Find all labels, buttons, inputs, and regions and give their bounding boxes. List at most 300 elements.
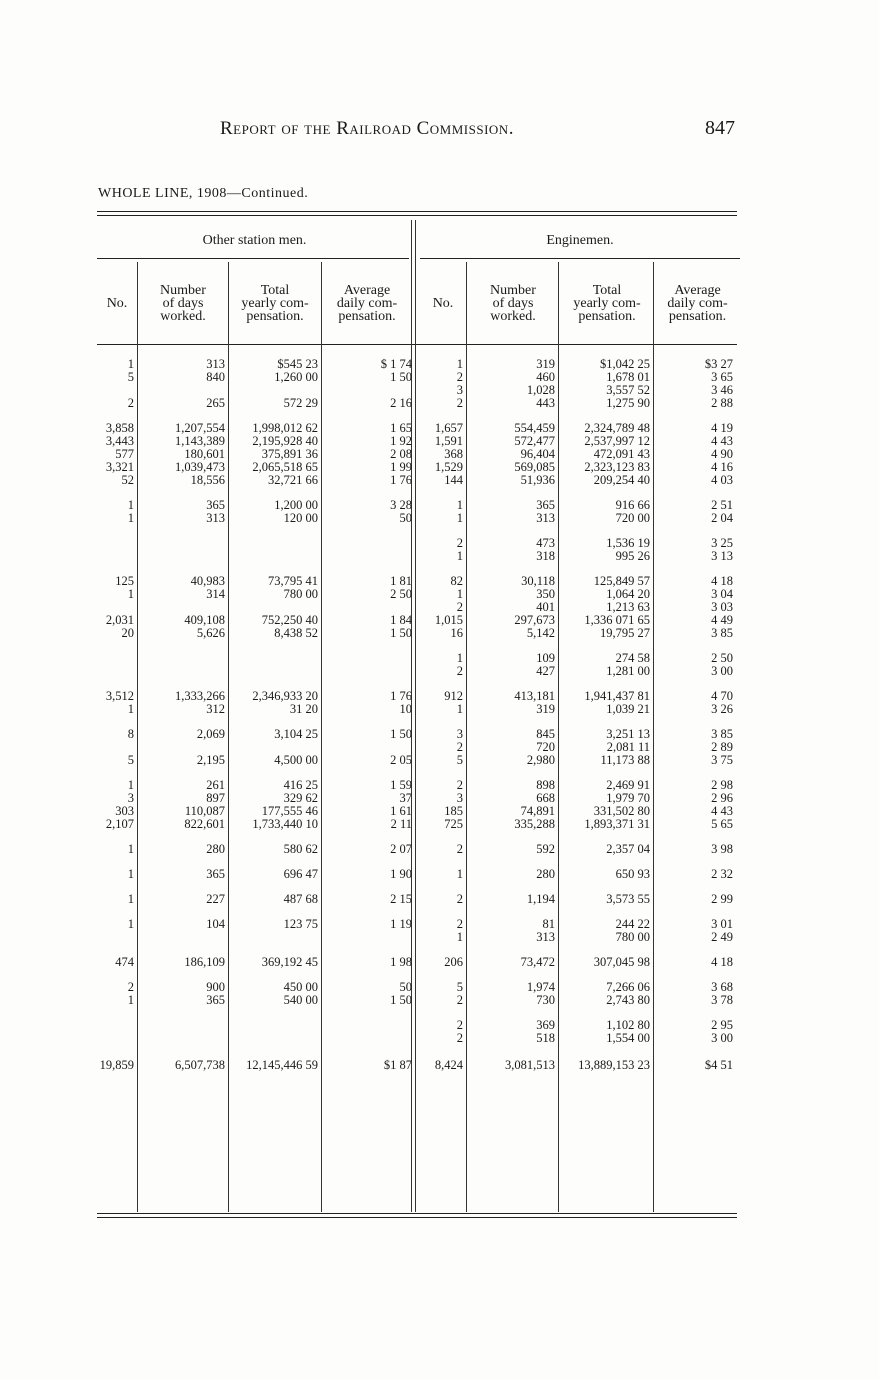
table-body — [97, 358, 737, 1072]
table-cell: 104 — [206, 917, 225, 931]
table-cell — [229, 550, 322, 563]
table-cell — [138, 931, 229, 944]
col-head-line: yearly com- — [573, 296, 641, 311]
table-cell: 3,557 52 — [606, 383, 650, 397]
table-cell: 1 59 — [390, 778, 412, 792]
table-cell: 2 05 — [390, 753, 412, 767]
table-cell: 2 07 — [390, 842, 412, 856]
table-cell — [97, 525, 138, 537]
page-header-title: Report of the Railroad Commission. — [220, 118, 514, 139]
col-head-line: worked. — [160, 309, 206, 324]
table-cell: 1,554 00 — [606, 1031, 650, 1045]
table-cell: 365 — [206, 993, 225, 1007]
table-cell: 416 25 — [283, 778, 318, 792]
table-cell — [654, 1045, 737, 1057]
table-cell: 474 — [115, 955, 134, 969]
table-cell: 577 — [115, 447, 134, 461]
table-cell: 518 — [536, 1031, 555, 1045]
table-row — [97, 754, 737, 767]
table-cell: 185 — [444, 804, 463, 818]
table-cell: 3 85 — [711, 727, 733, 741]
table-cell: 73,795 41 — [268, 574, 318, 588]
table-cell: 1,281 00 — [606, 664, 650, 678]
top-rule-2 — [97, 215, 737, 216]
table-cell: 307,045 98 — [593, 955, 650, 969]
table-cell: 1,275 90 — [606, 396, 650, 410]
table-cell: 2 88 — [711, 396, 733, 410]
table-cell: 16 — [450, 626, 463, 640]
table-cell: 1,143,389 — [175, 434, 225, 448]
table-cell: 313 — [206, 357, 225, 371]
table-cell: 443 — [536, 396, 555, 410]
table-cell: $4 51 — [704, 1058, 733, 1072]
table-cell — [467, 1045, 559, 1057]
table-cell: 1,678 01 — [606, 370, 650, 384]
col-head-line: Average — [674, 283, 721, 298]
table-cell: 369,192 45 — [261, 955, 318, 969]
table-cell: 487 68 — [283, 892, 318, 906]
table-cell: 580 62 — [283, 842, 318, 856]
table-cell: 2,069 — [196, 727, 225, 741]
col-head-line: Number — [490, 283, 536, 298]
table-cell: 1 99 — [390, 460, 412, 474]
table-row — [97, 397, 737, 410]
table-cell: 274 58 — [615, 651, 650, 665]
table-cell: 1,028 — [526, 383, 555, 397]
table-cell: 329 62 — [283, 791, 318, 805]
table-cell: 19,795 27 — [600, 626, 650, 640]
table-row — [97, 893, 737, 906]
table-cell: 1 65 — [390, 421, 412, 435]
group-header-other-station-men: Other station men. — [202, 233, 307, 248]
col-head-line: pensation. — [246, 309, 304, 324]
table-cell: 13,889,153 23 — [578, 1058, 650, 1072]
table-cell: 50 — [399, 511, 412, 525]
table-cell: 1,015 — [434, 613, 463, 627]
table-cell: 30,118 — [521, 574, 555, 588]
col-head-line: Number — [160, 283, 206, 298]
col-head-line: pensation. — [668, 309, 727, 324]
table-row — [97, 512, 737, 525]
table-cell — [322, 525, 416, 537]
table-cell: 3 00 — [711, 1031, 733, 1045]
table-cell: 4 90 — [711, 447, 733, 461]
table-cell: 2 — [456, 778, 463, 792]
table-cell — [138, 550, 229, 563]
table-cell: 900 — [206, 980, 225, 994]
table-cell: 450 00 — [283, 980, 318, 994]
table-cell: 313 — [206, 511, 225, 525]
table-cell: 209,254 40 — [593, 473, 650, 487]
table-cell: $3 27 — [704, 357, 733, 371]
table-cell: 4 18 — [711, 574, 733, 588]
table-cell: 572,477 — [514, 434, 555, 448]
table-cell: 261 — [206, 778, 225, 792]
table-cell: 1 — [127, 498, 134, 512]
table-cell: 1 90 — [390, 867, 412, 881]
table-cell: 4 49 — [711, 613, 733, 627]
table-cell: 280 — [206, 842, 225, 856]
table-row — [97, 550, 737, 563]
table-cell — [138, 1007, 229, 1019]
table-cell — [322, 665, 416, 678]
table-cell: 2 98 — [711, 778, 733, 792]
table-cell: 1 — [456, 511, 463, 525]
table-cell — [229, 931, 322, 944]
table-cell: 2 — [456, 664, 463, 678]
table-cell: 96,404 — [520, 447, 555, 461]
table-cell: 2 — [456, 892, 463, 906]
table-cell: 180,601 — [184, 447, 225, 461]
table-cell: 912 — [444, 689, 463, 703]
table-cell: 177,555 46 — [261, 804, 318, 818]
table-cell — [229, 1007, 322, 1019]
table-cell — [322, 640, 416, 652]
table-cell: 1 50 — [390, 993, 412, 1007]
table-cell: 822,601 — [184, 817, 225, 831]
table-cell: 1,591 — [434, 434, 463, 448]
table-cell — [97, 665, 138, 678]
table-cell: 331,502 80 — [593, 804, 650, 818]
table-cell: $1 87 — [383, 1058, 412, 1072]
table-cell — [322, 550, 416, 563]
table-cell: 18,556 — [190, 473, 225, 487]
table-cell — [138, 1045, 229, 1057]
table-cell: 375,891 36 — [261, 447, 318, 461]
table-cell: 2,537,997 12 — [584, 434, 650, 448]
table-cell — [322, 1019, 416, 1032]
table-cell — [229, 665, 322, 678]
table-cell: 2,195 — [196, 753, 225, 767]
table-cell: 780 00 — [615, 930, 650, 944]
table-cell: 427 — [536, 664, 555, 678]
col-head-line: of days — [492, 296, 534, 311]
table-row — [97, 1032, 737, 1045]
table-cell: 1,194 — [526, 892, 555, 906]
table-cell: 897 — [206, 791, 225, 805]
table-cell — [322, 652, 416, 665]
table-cell: 2 — [456, 370, 463, 384]
table-cell: 1 81 — [390, 574, 412, 588]
table-cell: 227 — [206, 892, 225, 906]
table-cell: 898 — [536, 778, 555, 792]
table-cell: 3 25 — [711, 536, 733, 550]
table-subtitle: WHOLE LINE, 1908—Continued. — [98, 186, 309, 201]
table-cell: 3 46 — [711, 383, 733, 397]
table-cell: 4 18 — [711, 955, 733, 969]
table-cell: 3 — [456, 383, 463, 397]
table-cell: 31 20 — [289, 702, 318, 716]
table-cell: 2,346,933 20 — [252, 689, 318, 703]
table-cell: 2 — [127, 980, 134, 994]
table-cell: 3,081,513 — [505, 1058, 555, 1072]
table-cell: 82 — [450, 574, 463, 588]
table-cell: 720 00 — [615, 511, 650, 525]
table-cell: 4 16 — [711, 460, 733, 474]
table-cell: 3 — [456, 727, 463, 741]
table-cell: 110,087 — [184, 804, 225, 818]
table-cell — [97, 1019, 138, 1032]
table-cell: 696 47 — [283, 867, 318, 881]
table-cell: 5 — [456, 753, 463, 767]
table-cell: 3 78 — [711, 993, 733, 1007]
table-cell: 1,941,437 81 — [584, 689, 650, 703]
table-cell: 319 — [536, 702, 555, 716]
col-head-line: of days — [162, 296, 204, 311]
table-cell: 2 — [456, 740, 463, 754]
table-cell: 3 28 — [390, 498, 412, 512]
table-cell: 1 50 — [390, 626, 412, 640]
table-cell: 3 — [456, 791, 463, 805]
table-cell: 3,443 — [105, 434, 134, 448]
table-cell: 303 — [115, 804, 134, 818]
table-cell: $1,042 25 — [600, 357, 650, 371]
table-cell: 2 08 — [390, 447, 412, 461]
table-cell: 1 76 — [390, 473, 412, 487]
table-cell: 1 — [127, 511, 134, 525]
table-cell: 10 — [399, 702, 412, 716]
table-cell: 280 — [536, 867, 555, 881]
table-cell: 2,195,928 40 — [252, 434, 318, 448]
table-cell — [97, 550, 138, 563]
table-cell: 2,469 91 — [606, 778, 650, 792]
table-cell — [416, 1045, 467, 1057]
table-cell: 2 32 — [711, 867, 733, 881]
table-cell: 1 50 — [390, 727, 412, 741]
table-cell: 1 — [127, 892, 134, 906]
table-cell — [229, 1019, 322, 1032]
bottom-rule-2 — [97, 1217, 737, 1218]
table-cell: 313 — [536, 511, 555, 525]
table-cell: 554,459 — [514, 421, 555, 435]
table-cell: 1,102 80 — [606, 1018, 650, 1032]
table-cell: 1 — [456, 867, 463, 881]
col-head-avg-right — [655, 284, 740, 323]
table-cell — [322, 1007, 416, 1019]
table-cell: 1 92 — [390, 434, 412, 448]
table-cell — [97, 1045, 138, 1057]
table-cell: 2,107 — [105, 817, 134, 831]
table-cell: 1,333,266 — [175, 689, 225, 703]
table-cell: 4 70 — [711, 689, 733, 703]
table-cell: 752,250 40 — [261, 613, 318, 627]
table-row — [97, 474, 737, 487]
table-cell: 473 — [536, 536, 555, 550]
table-row — [97, 956, 737, 969]
table-cell: 2 50 — [711, 651, 733, 665]
total-row — [97, 1057, 737, 1072]
table-row — [97, 931, 737, 944]
col-head-avg-left — [322, 284, 412, 323]
table-cell: 2,323,123 83 — [584, 460, 650, 474]
table-cell: 995 26 — [615, 549, 650, 563]
table-cell: 1 98 — [390, 955, 412, 969]
table-cell: 2,980 — [526, 753, 555, 767]
table-cell: 3,573 55 — [606, 892, 650, 906]
table-cell — [138, 1032, 229, 1045]
table-cell: 1 — [127, 702, 134, 716]
table-cell: 2 51 — [711, 498, 733, 512]
table-cell: 3 26 — [711, 702, 733, 716]
table-cell: 7,266 06 — [606, 980, 650, 994]
table-cell — [138, 537, 229, 550]
table-cell: 1,893,371 31 — [584, 817, 650, 831]
table-cell: 50 — [399, 980, 412, 994]
table-cell: 3,321 — [105, 460, 134, 474]
table-cell: 123 75 — [283, 917, 318, 931]
col-head-days-right — [468, 284, 558, 323]
table-row — [97, 703, 737, 716]
table-cell: 1 84 — [390, 613, 412, 627]
table-cell: 4 19 — [711, 421, 733, 435]
table-cell: 5 65 — [711, 817, 733, 831]
table-cell: 144 — [444, 473, 463, 487]
table-cell: 3 00 — [711, 664, 733, 678]
col-head-line: pensation. — [578, 309, 636, 324]
table-cell — [138, 640, 229, 652]
data-table — [97, 358, 737, 1072]
table-cell: 3 98 — [711, 842, 733, 856]
col-head-days-left — [138, 284, 228, 323]
table-cell: 350 — [536, 587, 555, 601]
table-cell — [229, 537, 322, 550]
table-cell: 365 — [206, 498, 225, 512]
table-cell: 312 — [206, 702, 225, 716]
table-cell: 12,145,446 59 — [246, 1058, 318, 1072]
col-head-no-right: No. — [432, 296, 454, 311]
table-cell: 2 49 — [711, 930, 733, 944]
table-cell: 3,251 13 — [606, 727, 650, 741]
table-cell: 3 04 — [711, 587, 733, 601]
col-head-line: worked. — [490, 309, 536, 324]
table-cell: 5 — [127, 753, 134, 767]
table-cell: 730 — [536, 993, 555, 1007]
group-rule-right — [420, 258, 740, 259]
table-cell: 2,031 — [105, 613, 134, 627]
table-cell: 2 16 — [390, 396, 412, 410]
table-cell: 313 — [536, 930, 555, 944]
table-cell: 3 — [127, 791, 134, 805]
table-cell: 572 29 — [283, 396, 318, 410]
table-cell: 569,085 — [514, 460, 555, 474]
table-cell: 51,936 — [520, 473, 555, 487]
table-cell: 2 — [456, 917, 463, 931]
table-cell: 4 43 — [711, 434, 733, 448]
table-cell — [322, 537, 416, 550]
group-header-enginemen: Enginemen. — [546, 233, 614, 248]
table-cell: 314 — [206, 587, 225, 601]
table-row — [97, 843, 737, 856]
top-rule — [97, 211, 737, 212]
page-number: 847 — [705, 117, 735, 139]
table-cell: 1,039,473 — [175, 460, 225, 474]
table-cell — [138, 1019, 229, 1032]
table-cell — [97, 1032, 138, 1045]
table-cell: 1,733,440 10 — [252, 817, 318, 831]
table-cell — [97, 1007, 138, 1019]
table-cell: 335,288 — [514, 817, 555, 831]
table-row — [97, 627, 737, 640]
table-cell — [229, 1032, 322, 1045]
table-cell: 2 89 — [711, 740, 733, 754]
table-cell: 40,983 — [190, 574, 225, 588]
table-cell: 20 — [121, 626, 134, 640]
table-cell: 1,039 21 — [606, 702, 650, 716]
col-head-total-right — [560, 284, 654, 323]
table-cell — [229, 1045, 322, 1057]
table-cell: 37 — [399, 791, 412, 805]
table-cell: 1 — [127, 357, 134, 371]
table-cell: 668 — [536, 791, 555, 805]
table-cell: 1,260 00 — [274, 370, 318, 384]
table-cell: 265 — [206, 396, 225, 410]
table-cell: 2,743 80 — [606, 993, 650, 1007]
table-cell: 1,207,554 — [175, 421, 225, 435]
table-cell — [229, 652, 322, 665]
table-cell: 409,108 — [184, 613, 225, 627]
table-cell — [138, 665, 229, 678]
table-cell: 1,974 — [526, 980, 555, 994]
table-cell: 3 03 — [711, 600, 733, 614]
table-cell: 1 — [456, 587, 463, 601]
table-cell: 2,065,518 65 — [252, 460, 318, 474]
table-cell: 3,104 25 — [274, 727, 318, 741]
table-cell: 365 — [536, 498, 555, 512]
table-cell: 2 04 — [711, 511, 733, 525]
table-cell: 2 — [456, 396, 463, 410]
table-cell: 1 — [127, 587, 134, 601]
table-row — [97, 818, 737, 831]
table-cell: 1 — [456, 549, 463, 563]
table-cell: 297,673 — [514, 613, 555, 627]
table-cell: 1,998,012 62 — [252, 421, 318, 435]
table-cell: 3 68 — [711, 980, 733, 994]
table-cell — [229, 525, 322, 537]
table-cell: 2 — [127, 396, 134, 410]
table-cell: 8,424 — [434, 1058, 463, 1072]
table-cell: 3 75 — [711, 753, 733, 767]
table-cell: 2,081 11 — [606, 740, 650, 754]
table-cell: 2,357 04 — [606, 842, 650, 856]
table-cell: 1 — [456, 357, 463, 371]
table-cell: 540 00 — [283, 993, 318, 1007]
table-cell — [97, 537, 138, 550]
table-cell: 1 50 — [390, 370, 412, 384]
table-cell: 368 — [444, 447, 463, 461]
table-cell — [322, 931, 416, 944]
table-cell: 319 — [536, 357, 555, 371]
table-cell: 369 — [536, 1018, 555, 1032]
table-cell: 1 61 — [390, 804, 412, 818]
table-cell: 3 13 — [711, 549, 733, 563]
table-cell: 81 — [542, 917, 555, 931]
table-cell — [97, 652, 138, 665]
col-head-line: yearly com- — [241, 296, 309, 311]
table-cell: $ 1 74 — [380, 357, 412, 371]
table-cell: 109 — [536, 651, 555, 665]
table-cell: 1,336 071 65 — [584, 613, 650, 627]
table-cell — [229, 640, 322, 652]
table-cell: 74,891 — [520, 804, 555, 818]
table-row — [97, 1045, 737, 1057]
table-cell: 3 01 — [711, 917, 733, 931]
table-cell: 1,536 19 — [606, 536, 650, 550]
col-head-line: daily com- — [336, 296, 398, 311]
table-cell: 1 — [127, 778, 134, 792]
table-cell: 2 50 — [390, 587, 412, 601]
table-cell: 460 — [536, 370, 555, 384]
table-cell: 5,626 — [196, 626, 225, 640]
